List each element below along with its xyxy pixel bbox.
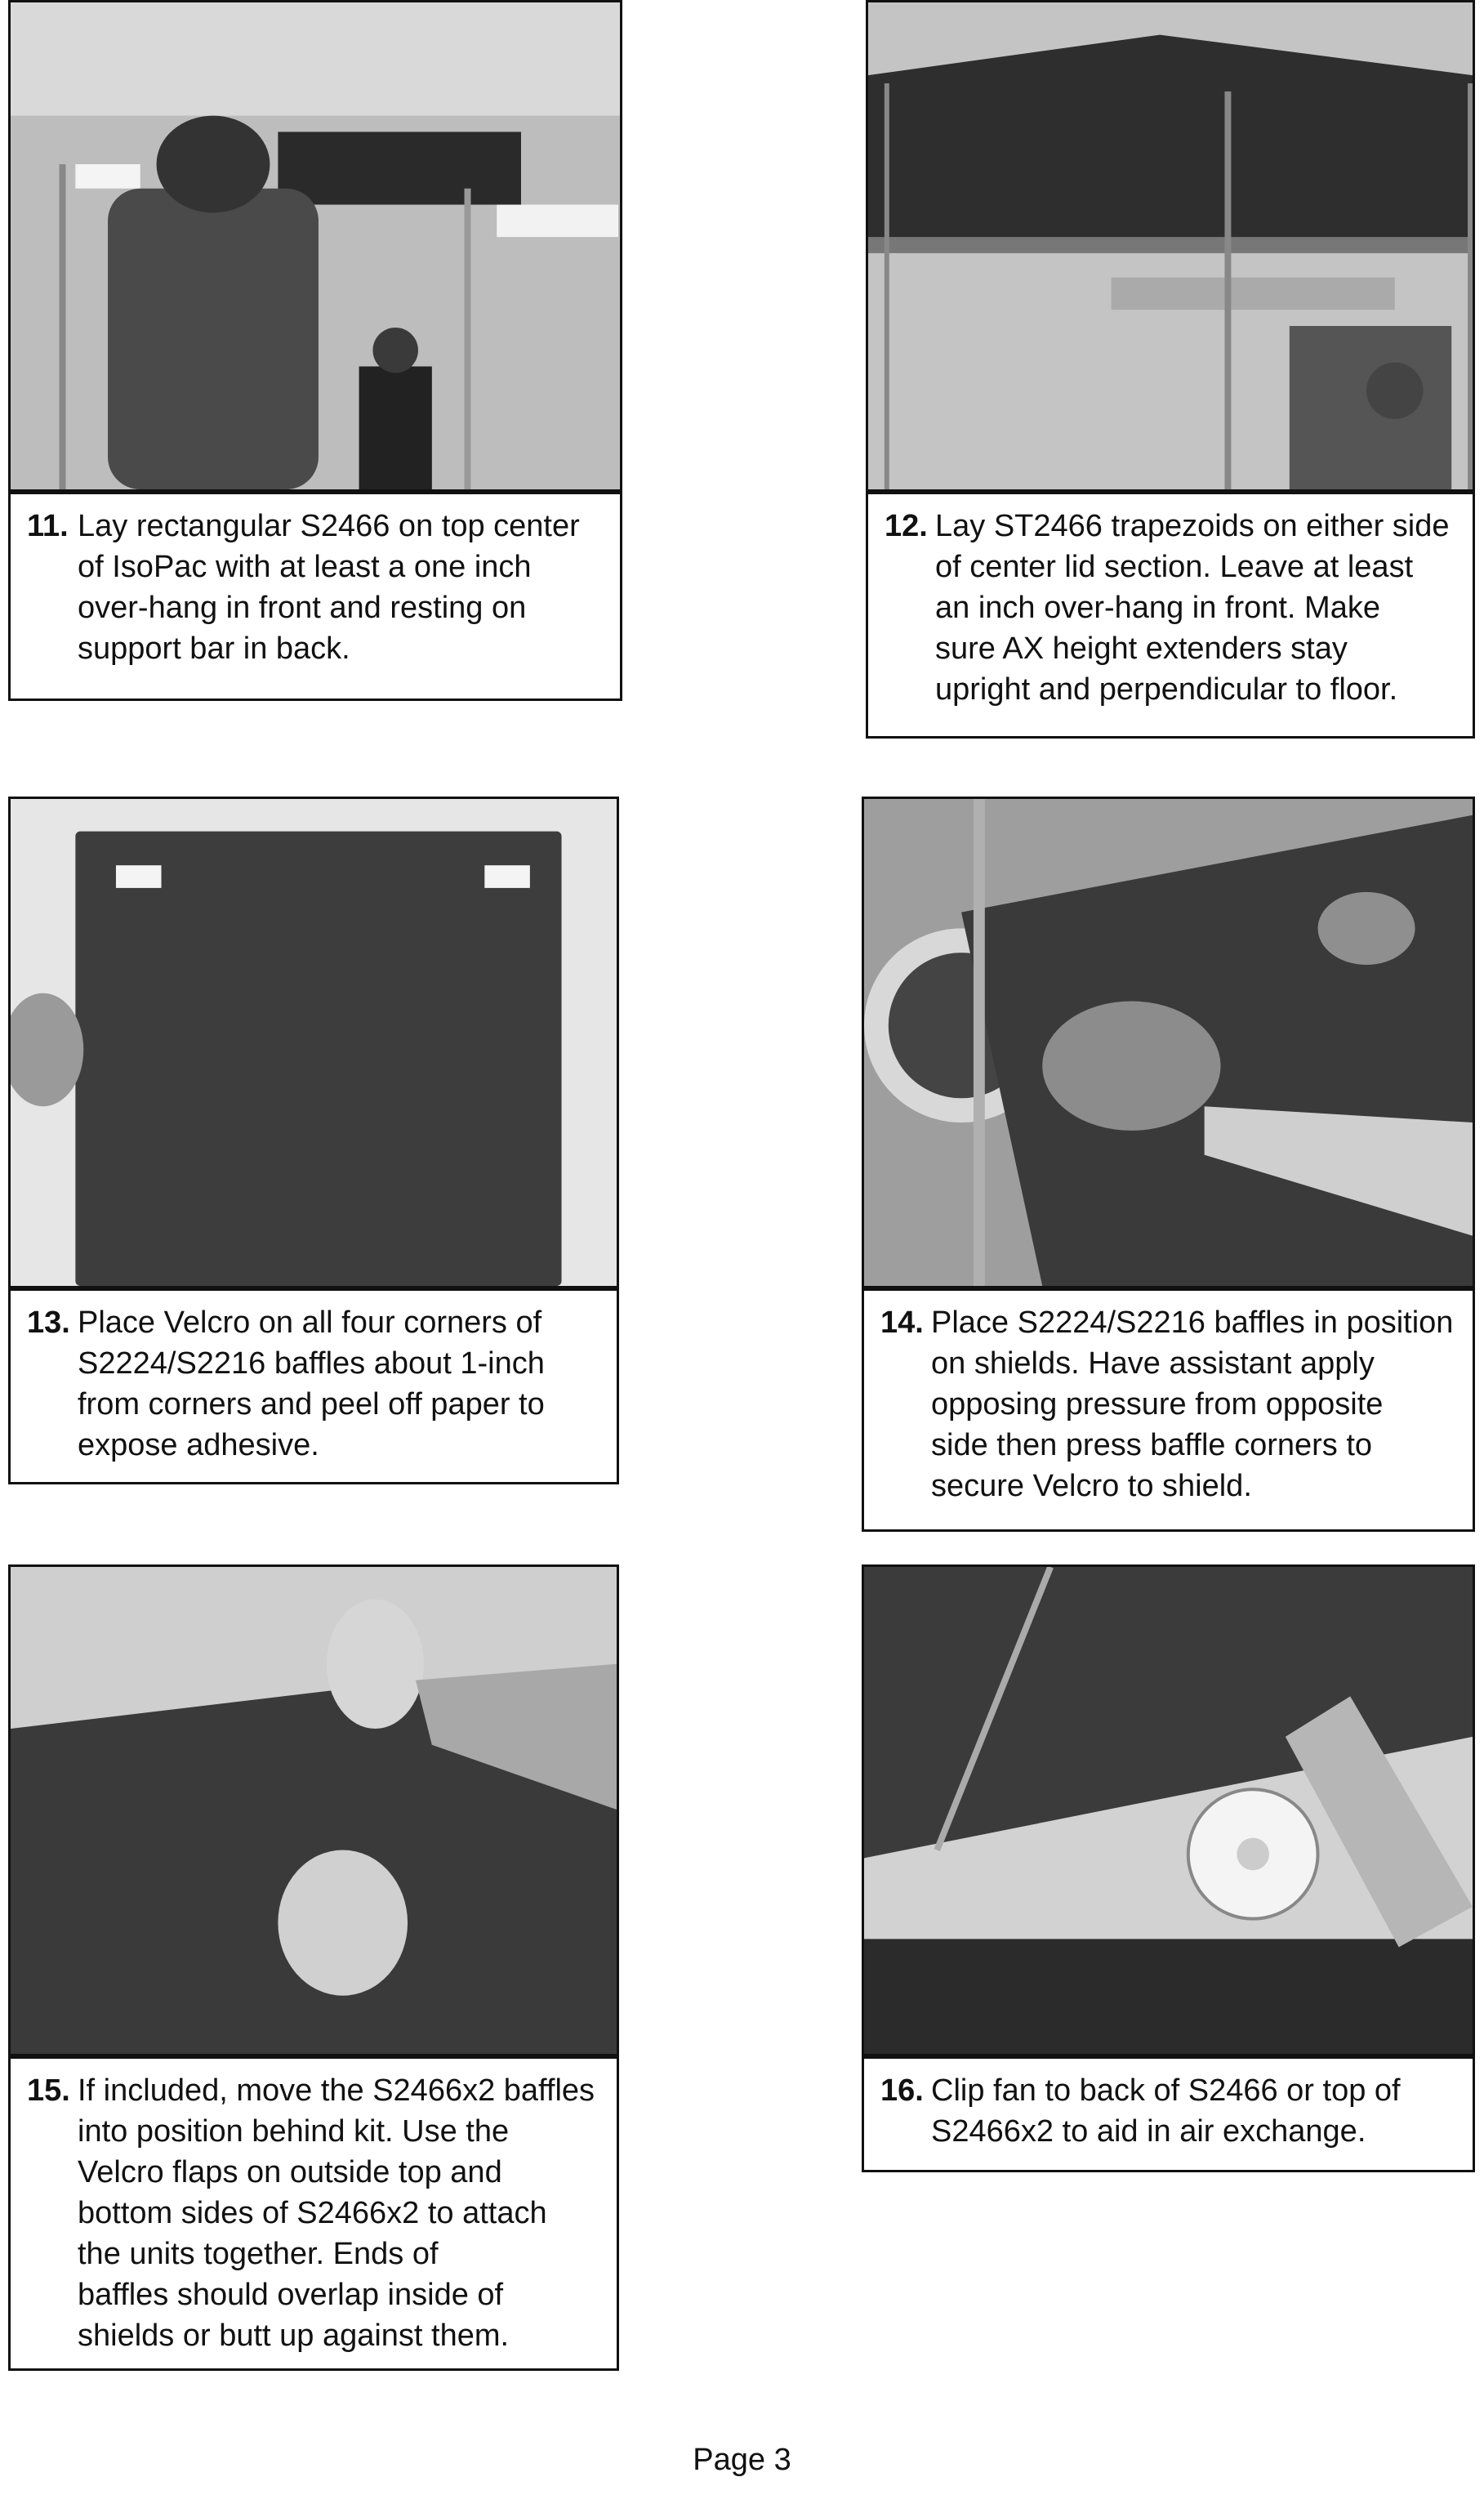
step-number: 15.	[27, 2073, 70, 2108]
page-number: Page 3	[693, 2443, 791, 2477]
step-13-photo	[8, 797, 619, 1288]
step-16-caption	[862, 2056, 1475, 2172]
step-14-caption	[862, 1288, 1475, 1532]
step-text: Place S2224/S2216 baffles in position on shields. Have assistant apply opposing pressure from opposite side then press baffle corners to secure Velcro to shield.	[931, 1306, 1454, 1503]
step-text: Lay ST2466 trapezoids on either side of center lid section. Leave at least an inch over-hang in front. Make sure AX height extenders stay upright and perpendicular to floor.	[935, 509, 1450, 707]
step-number: 13.	[27, 1306, 70, 1340]
step-14-photo	[862, 797, 1475, 1288]
step-16-photo	[862, 1564, 1475, 2056]
step-text: Lay rectangular S2466 on top center of IsoPac with at least a one inch over-hang in front and resting on support bar in back.	[78, 509, 580, 666]
step-text: If included, move the S2466x2 baffles into position behind kit. Use the Velcro flaps on outside top and bottom sides of S2466x2 to attach the units together. Ends of baffles should overlap inside of shields or butt up against them.	[78, 2073, 595, 2353]
step-12-photo	[866, 0, 1475, 492]
step-11-photo	[8, 0, 622, 492]
step-number: 12.	[885, 509, 928, 543]
step-number: 16.	[880, 2073, 924, 2108]
step-number: 11.	[27, 509, 69, 543]
step-15-photo	[8, 1564, 619, 2056]
step-number: 14.	[880, 1306, 924, 1340]
step-15-caption	[8, 2056, 619, 2371]
step-12-caption	[866, 492, 1475, 739]
step-11-caption	[8, 492, 622, 701]
step-text: Clip fan to back of S2466 or top of S2466x2 to aid in air exchange.	[931, 2073, 1401, 2149]
step-text: Place Velcro on all four corners of S2224/S2216 baffles about 1-inch from corners and peel off paper to expose adhesive.	[78, 1306, 545, 1462]
step-13-caption	[8, 1288, 619, 1484]
